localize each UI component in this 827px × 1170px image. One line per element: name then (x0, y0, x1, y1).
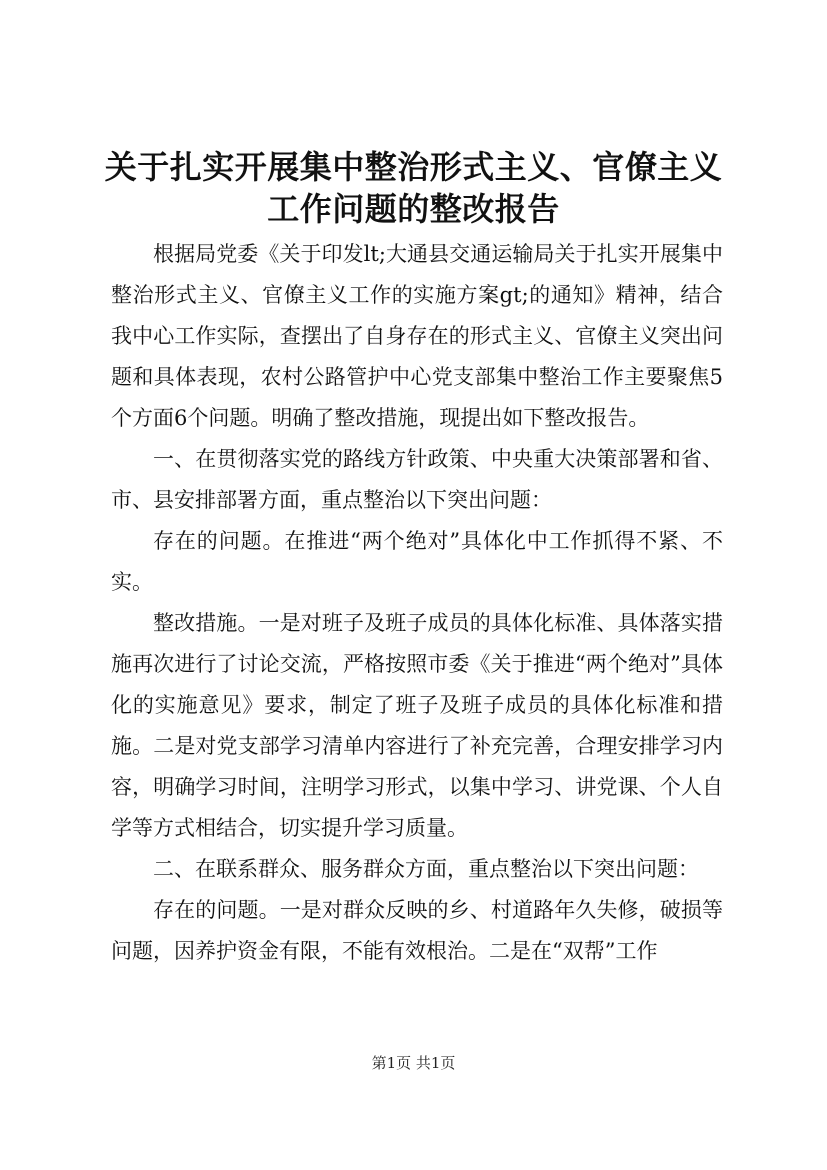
document-title: 关于扎实开展集中整治形式主义、官僚主义工作问题的整改报告 (104, 148, 723, 228)
paragraph-section-one-problem: 存在的问题。在推进“两个绝对”具体化中工作抓得不紧、不实。 (111, 529, 723, 594)
paragraph-intro: 根据局党委《关于印发lt;大通县交通运输局关于扎实开展集中整治形式主义、官僚主义工作的实施方案gt;的通知》精神，结合我中心工作实际，查摆出了自身存在的形式主义、官僚主义突出问题和具体表现，农村公路管护中心党支部集中整治工作主要聚焦5个方面6个问题。明确了整改措施，现提出如下整改报告。 (111, 242, 723, 430)
paragraph-section-two-heading: 二、在联系群众、服务群众方面，重点整治以下突出问题： (153, 857, 699, 881)
document-body (111, 234, 723, 972)
paragraph-section-two-problem: 存在的问题。一是对群众反映的乡、村道路年久失修，破损等问题，因养护资金有限，不能有效根治。二是在“双帮”工作 (111, 898, 723, 963)
page-footer: 第1页 共1页 (371, 1054, 456, 1072)
paragraph-section-one-measures: 整改措施。一是对班子及班子成员的具体化标准、具体落实措施再次进行了讨论交流，严格按照市委《关于推进“两个绝对”具体化的实施意见》要求，制定了班子及班子成员的具体化标准和措施。二是对党支部学习清单内容进行了补充完善，合理安排学习内容，明确学习时间，注明学习形式，以集中学习、讲党课、个人自学等方式相结合，切实提升学习质量。 (111, 611, 723, 840)
paragraph-section-one-heading: 一、在贯彻落实党的路线方针政策、中央重大决策部署和省、市、县安排部署方面，重点整治以下突出问题： (111, 447, 723, 512)
